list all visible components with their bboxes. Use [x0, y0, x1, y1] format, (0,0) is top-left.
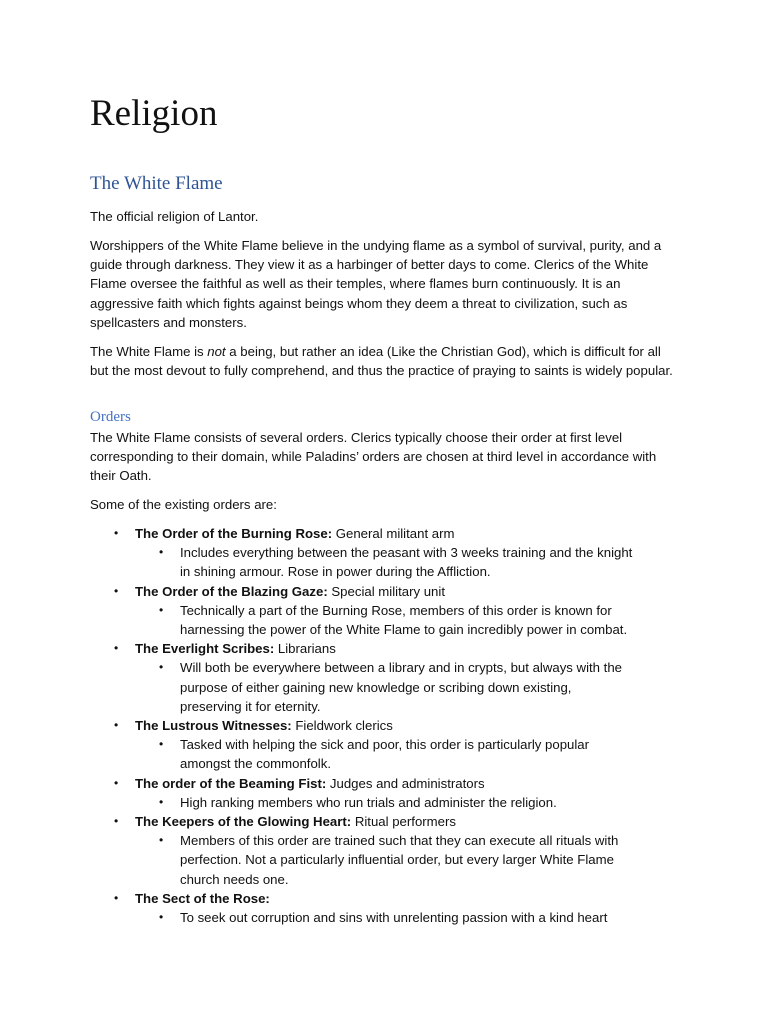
bullet-icon: •	[114, 814, 119, 829]
worshippers-paragraph: Worshippers of the White Flame believe in the undying flame as a symbol of survival, purity, and a guide through darkness. They view it as a harbinger of better days to come. Clerics of the White Flame oversee the faithful as well as their temples, where flames burn continuously. It is an aggressive faith which fights against beings whom they deem a threat to civilization, such as spellcasters and monsters.	[90, 238, 662, 330]
list-item	[90, 716, 690, 774]
order-name: The Keepers of the Glowing Heart:	[135, 814, 352, 830]
idea-emphasis: not	[207, 344, 226, 359]
order-name: The Order of the Burning Rose:	[135, 526, 333, 541]
order-role: Librarians	[274, 641, 336, 657]
order-name: The Order of the Blazing Gaze:	[135, 583, 328, 599]
orders-heading: Orders	[90, 409, 131, 425]
order-name: The Everlight Scribes:	[135, 641, 275, 657]
bullet-icon: •	[159, 602, 164, 617]
order-name: The order of the Beaming Fist:	[135, 775, 327, 791]
list-item	[135, 601, 634, 639]
bullet-icon: •	[159, 545, 164, 560]
order-details	[135, 735, 690, 773]
list-item	[135, 793, 634, 812]
list-item	[90, 812, 690, 889]
bullet-icon: •	[114, 583, 119, 598]
order-details	[135, 601, 690, 639]
orders-intro: Some of the existing orders are:	[90, 497, 277, 512]
idea-text-after: a being, but rather an idea (Like the Christian God), which is difficult for all but the most devout to fully comprehend, and thus the practice of praying to saints is widely popular.	[90, 344, 673, 379]
list-item	[135, 543, 634, 581]
bullet-icon: •	[159, 660, 164, 675]
bullet-icon: •	[159, 910, 164, 925]
order-details	[135, 908, 690, 927]
idea-text-before: The White Flame is	[90, 344, 208, 359]
order-detail: Tasked with helping the sick and poor, this order is particularly popular amongst the commonfolk.	[180, 737, 590, 772]
list-item	[135, 908, 634, 927]
list-item	[90, 524, 690, 582]
intro-paragraph: The official religion of Lantor.	[90, 209, 259, 224]
bullet-icon: •	[114, 641, 119, 656]
list-item	[90, 582, 690, 640]
order-detail: Will both be everywhere between a library and in crypts, but always with the purpose of either gaining new knowledge or scribing down existing, preserving it for eternity.	[180, 660, 622, 714]
list-item	[90, 639, 690, 716]
order-detail: High ranking members who run trials and administer the religion.	[180, 794, 557, 810]
order-detail: Members of this order are trained such that they can execute all rituals with perfection. Not a particularly influential order, but every larger White Flame church needs one.	[180, 833, 619, 887]
order-details	[135, 543, 690, 581]
bullet-icon: •	[114, 890, 119, 905]
bullet-icon: •	[159, 794, 164, 809]
bullet-icon: •	[114, 775, 119, 790]
order-detail: To seek out corruption and sins with unrelenting passion with a kind heart	[180, 910, 608, 926]
order-name: The Lustrous Witnesses:	[135, 718, 292, 734]
order-details	[135, 793, 690, 812]
order-role: Special military unit	[327, 583, 445, 599]
order-detail: Includes everything between the peasant with 3 weeks training and the knight in shining armour. Rose in power during the Affliction.	[180, 545, 633, 580]
document-title: Religion	[90, 93, 218, 134]
order-role: Ritual performers	[351, 814, 456, 830]
idea-paragraph	[90, 342, 678, 380]
list-item	[90, 889, 690, 927]
order-role: Fieldwork clerics	[291, 718, 393, 734]
list-item	[135, 831, 634, 889]
section-heading: The White Flame	[90, 173, 223, 194]
order-name: The Sect of the Rose:	[135, 890, 270, 906]
bullet-icon: •	[159, 737, 164, 752]
orders-paragraph: The White Flame consists of several orders. Clerics typically choose their order at first level corresponding to their domain, while Paladins’ orders are chosen at third level in accordance with their Oath.	[90, 430, 657, 484]
order-details	[135, 658, 690, 716]
bullet-icon: •	[114, 526, 119, 540]
order-details	[135, 831, 690, 889]
list-item	[90, 774, 690, 812]
list-item	[135, 658, 634, 716]
bullet-icon: •	[159, 833, 164, 848]
order-detail: Technically a part of the Burning Rose, members of this order is known for harnessing the power of the White Flame to gain incredibly power in combat.	[180, 602, 628, 638]
orders-list	[90, 524, 690, 927]
order-role: General militant arm	[332, 526, 455, 541]
list-item	[135, 735, 634, 773]
bullet-icon: •	[114, 718, 119, 733]
order-role: Judges and administrators	[326, 775, 485, 791]
